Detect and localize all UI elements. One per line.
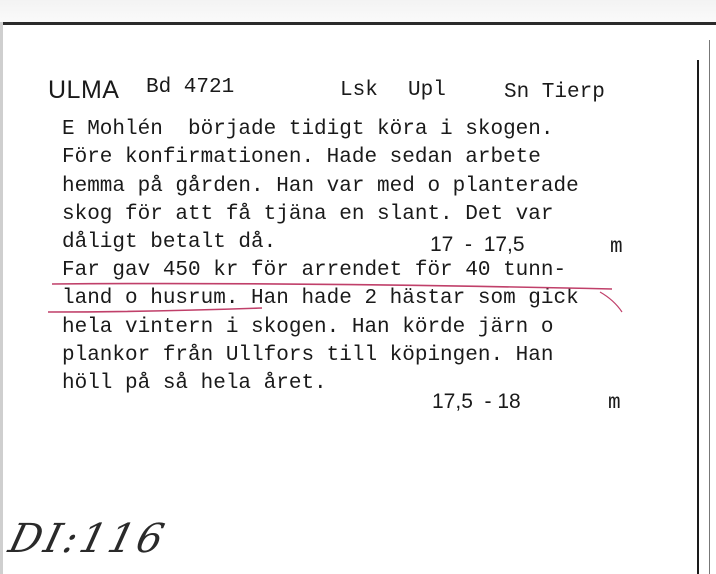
range-1-value: 17 - 17,5 — [430, 233, 525, 256]
underline-2 — [48, 308, 262, 312]
range-2-unit: m — [608, 392, 621, 415]
text-line-1: E Mohlén började tidigt köra i skogen. — [62, 118, 554, 141]
text-line-8: hela vintern i skogen. Han körde järn o — [62, 316, 554, 339]
text-line-6: Far gav 450 kr för arrendet för 40 tunn- — [62, 259, 567, 282]
text-line-10: höll på så hela året. — [62, 372, 327, 395]
range-2-value: 17,5 - 18 — [432, 390, 521, 413]
province-label: Upl — [408, 79, 446, 102]
text-line-2: Före konfirmationen. Hade sedan arbete — [62, 146, 541, 169]
parish-label: Sn Tierp — [504, 81, 605, 104]
text-line-5: dåligt betalt då. — [62, 231, 277, 254]
text-line-3: hemma på gården. Han var med o planterade — [62, 175, 579, 198]
range-1-unit: m — [610, 236, 623, 259]
reference-number: Bd 4721 — [146, 76, 235, 99]
handwritten-note: DI:116 — [4, 516, 172, 562]
underline-3 — [600, 292, 622, 312]
archive-name: ULMA — [48, 76, 120, 104]
text-line-9: plankor från Ullfors till köpingen. Han — [62, 344, 554, 367]
county-label: Lsk — [340, 79, 378, 102]
text-line-7: land o husrum. Han hade 2 hästar som gick — [62, 287, 579, 310]
underline-1 — [52, 284, 612, 289]
text-line-4: skog för att få tjäna en slant. Det var — [62, 203, 554, 226]
